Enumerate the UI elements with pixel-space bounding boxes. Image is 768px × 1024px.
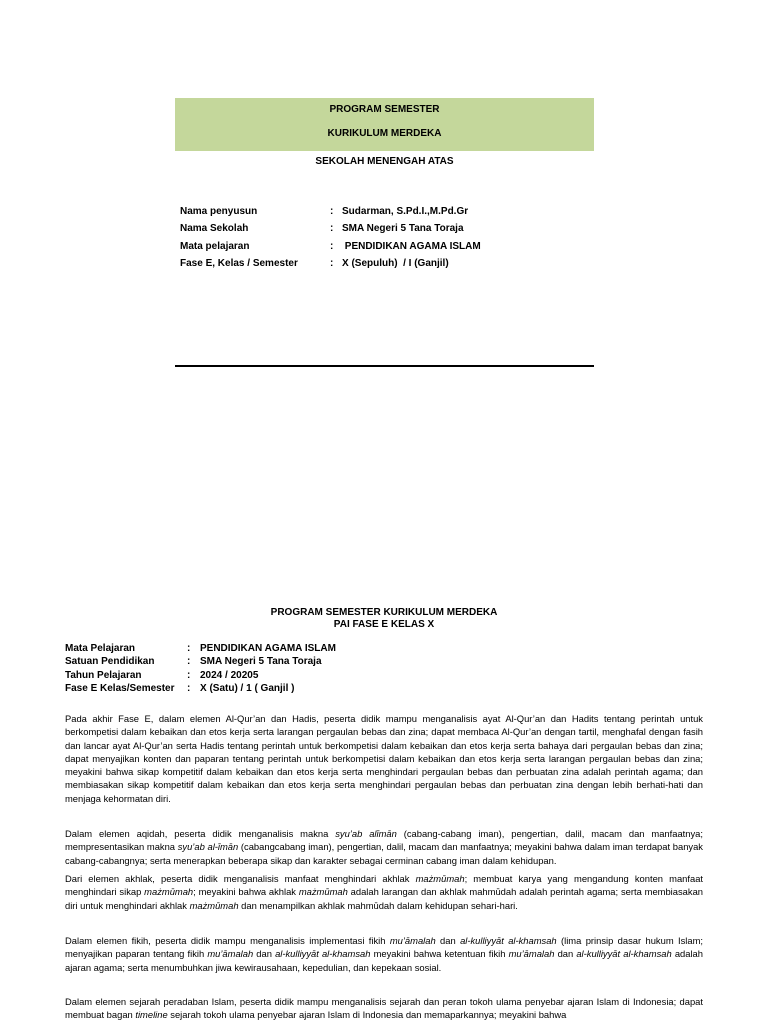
info-colon: :	[330, 206, 334, 217]
paragraph-text: Dalam elemen aqidah, peserta didik menganalisis makna syu’ab alīmān (cabang-cabang iman), pengertian, dalil, macam dan manfaatnya; mempresentasikan makna syu’ab al-īmān (cabangcabang iman), pengertian, dalil, macam dan manfaatnya; meyakini bahwa dalam iman terdapat banyak cabang-cabangnya; serta menerapkan beberapa sikap dan karakter sebagai cerminan cabang iman dalam kehidupan.	[65, 828, 704, 866]
info-colon: :	[187, 682, 191, 694]
info-label: Fase E Kelas/Semester	[65, 682, 175, 694]
info-label: Nama Sekolah	[180, 223, 249, 235]
paragraph-text: Dari elemen akhlak, peserta didik menganalisis manfaat menghindari akhlak mażmūmah; membuat karya yang mengandung konten manfaat menghindari sikap mażmūmah; meyakini bahwa akhlak mażmūmah adalah larangan dan akhlak mahmūdah adalah perintah agama; serta membiasakan diri untuk menghindari akhlak mażmūmah dan menampilkan akhlak mahmūdah dalam kehidupan sehari-hari.	[65, 873, 704, 911]
info-value: 2024 / 20205	[200, 669, 259, 681]
cover-title-line1: PROGRAM SEMESTER	[329, 104, 440, 115]
cover-divider	[175, 365, 594, 367]
info-label: Nama penyusun	[180, 206, 258, 217]
document-title	[0, 607, 768, 631]
document-title-line2: PAI FASE E KELAS X	[333, 619, 435, 630]
document-info-table	[65, 643, 665, 696]
document-info-row	[65, 643, 665, 656]
info-label: Satuan Pendidikan	[65, 656, 155, 668]
paragraph-text: Pada akhir Fase E, dalam elemen Al-Qur’an dan Hadis, peserta didik mampu menganalisis ayat Al-Qur’an dan Hadits tentang perintah untuk berkompetisi dalam kebaikan dan etos kerja serta larangan pergaulan bebas dan zina; dapat membaca Al-Qur’an dengan tartil, menghafal dengan fasih dan lancar ayat Al-Qur’an serta Hadis tentang perintah untuk berkompetisi dalam kebaikan dan etos kerja serta bahaya dari pergaulan bebas dan zina; dapat menyajikan konten dan paparan tentang perintah untuk berkompetisi dalam kebaikan dan etos kerja serta larangan pergaulan bebas dan zina; meyakini bahwa sikap kompetitif dalam kebaikan dan etos kerja serta menghindari pergaulan bebas dan perbuatan zina adalah perintah agama; dan membiasakan sikap kompetitif dalam kebaikan dan etos kerja serta menghindari pergaulan bebas dan perbuatan zina dengan lebih berhati-hati dan menjaga kehormatan diri.	[65, 713, 703, 804]
info-colon: :	[330, 257, 334, 269]
paragraph-aqidah	[65, 827, 703, 867]
info-value: X (Satu) / 1 ( Ganjil )	[200, 682, 295, 694]
info-colon: :	[330, 223, 334, 235]
document-info-row	[65, 670, 665, 683]
paragraph-akhlak	[65, 872, 703, 912]
cover-info-table	[180, 206, 600, 275]
info-value: PENDIDIKAN AGAMA ISLAM	[200, 643, 336, 654]
cover-title-line2: KURIKULUM MERDEKA	[327, 128, 442, 139]
paragraph-text: Dalam elemen fikih, peserta didik mampu menganalisis implementasi fikih mu’āmalah dan al-kulliyyāt al-khamsah (lima prinsip dasar hukum Islam; menyajikan paparan tentang fikih mu’āmalah dan al-kulliyyāt al-khamsah meyakini bahwa ketentuan fikih mu’āmalah dan al-kulliyyāt al-khamsah adalah ajaran agama; serta menumbuhkan jiwa kewirausahaan, kepedulian, dan kepekaan sosial.	[65, 935, 703, 973]
paragraph-text: Dalam elemen sejarah peradaban Islam, peserta didik mampu menganalisis sejarah dan peran tokoh ulama penyebar ajaran Islam di Indonesia; dapat membuat bagan timeline sejarah tokoh ulama penyebar ajaran Islam di Indonesia dan memaparkannya; meyakini bahwa	[65, 996, 703, 1021]
cover-info-row	[180, 223, 600, 240]
info-value: SMA Negeri 5 Tana Toraja	[200, 656, 322, 668]
cover-subtitle: SEKOLAH MENENGAH ATAS	[315, 156, 454, 167]
info-label: Mata Pelajaran	[65, 643, 136, 654]
cover-title-band	[175, 98, 594, 151]
cover-info-row	[180, 206, 600, 223]
paragraph-fikih	[65, 934, 703, 974]
paragraph-sejarah	[65, 995, 703, 1022]
info-label: Fase E, Kelas / Semester	[180, 257, 298, 269]
cover-info-row	[180, 258, 600, 275]
paragraph-quran-hadis	[65, 712, 703, 805]
info-colon: :	[187, 643, 191, 654]
info-value: PENDIDIKAN AGAMA ISLAM	[342, 240, 481, 252]
cover-info-row	[180, 241, 600, 258]
document-title-line1: PROGRAM SEMESTER KURIKULUM MERDEKA	[270, 607, 498, 618]
info-colon: :	[187, 656, 191, 668]
info-value: X (Sepuluh) / I (Ganjil)	[342, 257, 449, 269]
document-info-row	[65, 683, 665, 696]
document-info-row	[65, 656, 665, 669]
info-colon: :	[187, 669, 191, 681]
info-value: Sudarman, S.Pd.I.,M.Pd.Gr	[342, 206, 469, 217]
info-label: Mata pelajaran	[180, 240, 250, 252]
info-colon: :	[330, 240, 334, 252]
info-value: SMA Negeri 5 Tana Toraja	[342, 223, 464, 235]
info-label: Tahun Pelajaran	[65, 669, 142, 681]
